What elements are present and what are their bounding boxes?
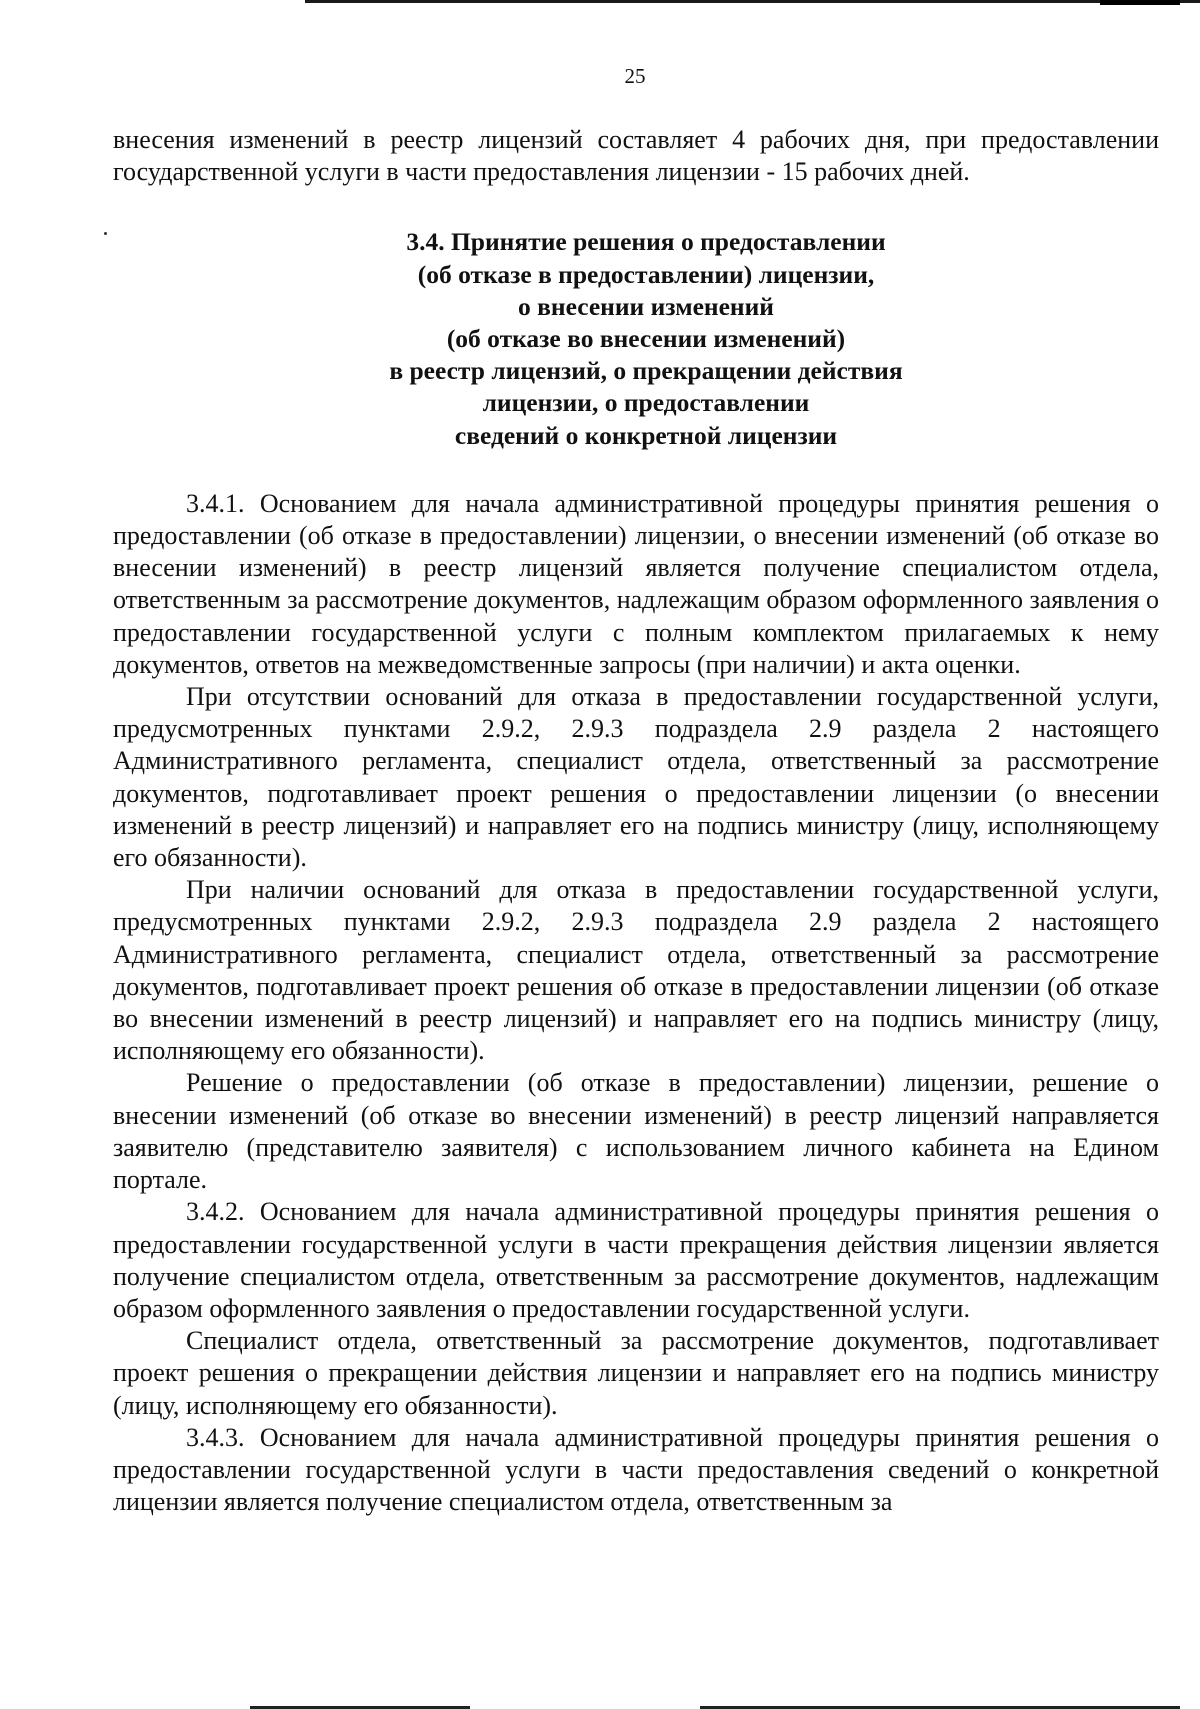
scan-edge-top-mark bbox=[1100, 0, 1180, 5]
section-heading bbox=[113, 226, 1159, 451]
paragraph-decision-sent: Решение о предоставлении (об отказе в предоставлении) лицензии, решение о внесении изменений (об отказе во внесении изменений) в реестр лицензий направляется заявителю (представителю заявителя) с использованием личного кабинета на Едином портале. bbox=[113, 1068, 1159, 1195]
heading-line: 3.4. Принятие решения о предоставлении bbox=[406, 227, 886, 257]
document-body bbox=[113, 124, 1159, 1518]
paragraph-3-4-1: 3.4.1. Основанием для начала административной процедуры принятия решения о предоставлении (об отказе в предоставлении) лицензии, о внесении изменений (об отказе во внесении изменений) в реестр лицензий является получение специалистом отдела, ответственным за рассмотрение документов, надлежащим образом оформленного заявления о предоставлении государственной услуги с полным комплектом прилагаемых к нему документов, ответов на межведомственные запросы (при наличии) и акта оценки. bbox=[113, 488, 1159, 679]
paragraph-no-grounds-refusal: При отсутствии оснований для отказа в предоставлении государственной услуги, предусмотренных пунктами 2.9.2, 2.9.3 подраздела 2.9 раздела 2 настоящего Административного регламента, специалист отдела, ответственный за рассмотрение документов, подготавливает проект решения о предоставлении лицензии (о внесении изменений в реестр лицензий) и направляет его на подпись министру (лицу, исполняющему его обязанности). bbox=[113, 682, 1159, 873]
heading-line: (об отказе в предоставлении) лицензии, bbox=[417, 259, 875, 289]
paragraph-specialist-termination: Специалист отдела, ответственный за рассмотрение документов, подготавливает проект решения о прекращении действия лицензии и направляет его на подпись министру (лицу, исполняющему его обязанности). bbox=[113, 1326, 1159, 1420]
heading-line: (об отказе во внесении изменений) bbox=[446, 324, 846, 354]
heading-line: в реестр лицензий, о прекращении действия bbox=[389, 356, 903, 386]
heading-line: сведений о конкретной лицензии bbox=[454, 420, 838, 450]
heading-line: о внесении изменений bbox=[518, 291, 774, 321]
paragraph-grounds-refusal: При наличии оснований для отказа в предоставлении государственной услуги, предусмотренных пунктами 2.9.2, 2.9.3 подраздела 2.9 раздела 2 настоящего Административного регламента, специалист отдела, ответственный за рассмотрение документов, подготавливает проект решения об отказе в предоставлении лицензии (об отказе во внесении изменений в реестр лицензий) и направляет его на подпись министру (лицу, исполняющему его обязанности). bbox=[113, 875, 1159, 1066]
page-number: 25 bbox=[624, 64, 646, 88]
paragraph-3-4-3: 3.4.3. Основанием для начала административной процедуры принятия решения о предоставлении государственной услуги в части предоставления сведений о конкретной лицензии является получение специалистом отдела, ответственным за bbox=[113, 1422, 1159, 1517]
paragraph-3-4-2: 3.4.2. Основанием для начала административной процедуры принятия решения о предоставлении государственной услуги в части прекращения действия лицензии является получение специалистом отдела, ответственным за рассмотрение документов, надлежащим образом оформленного заявления о предоставлении государственной услуги. bbox=[113, 1197, 1159, 1323]
heading-line: лицензии, о предоставлении bbox=[482, 388, 810, 418]
scan-edge-top bbox=[305, 0, 1200, 3]
intro-paragraph: внесения изменений в реестр лицензий составляет 4 рабочих дня, при предоставлении государственной услуги в части предоставления лицензии - 15 рабочих дней. bbox=[113, 125, 1159, 187]
scan-speck bbox=[104, 232, 107, 235]
